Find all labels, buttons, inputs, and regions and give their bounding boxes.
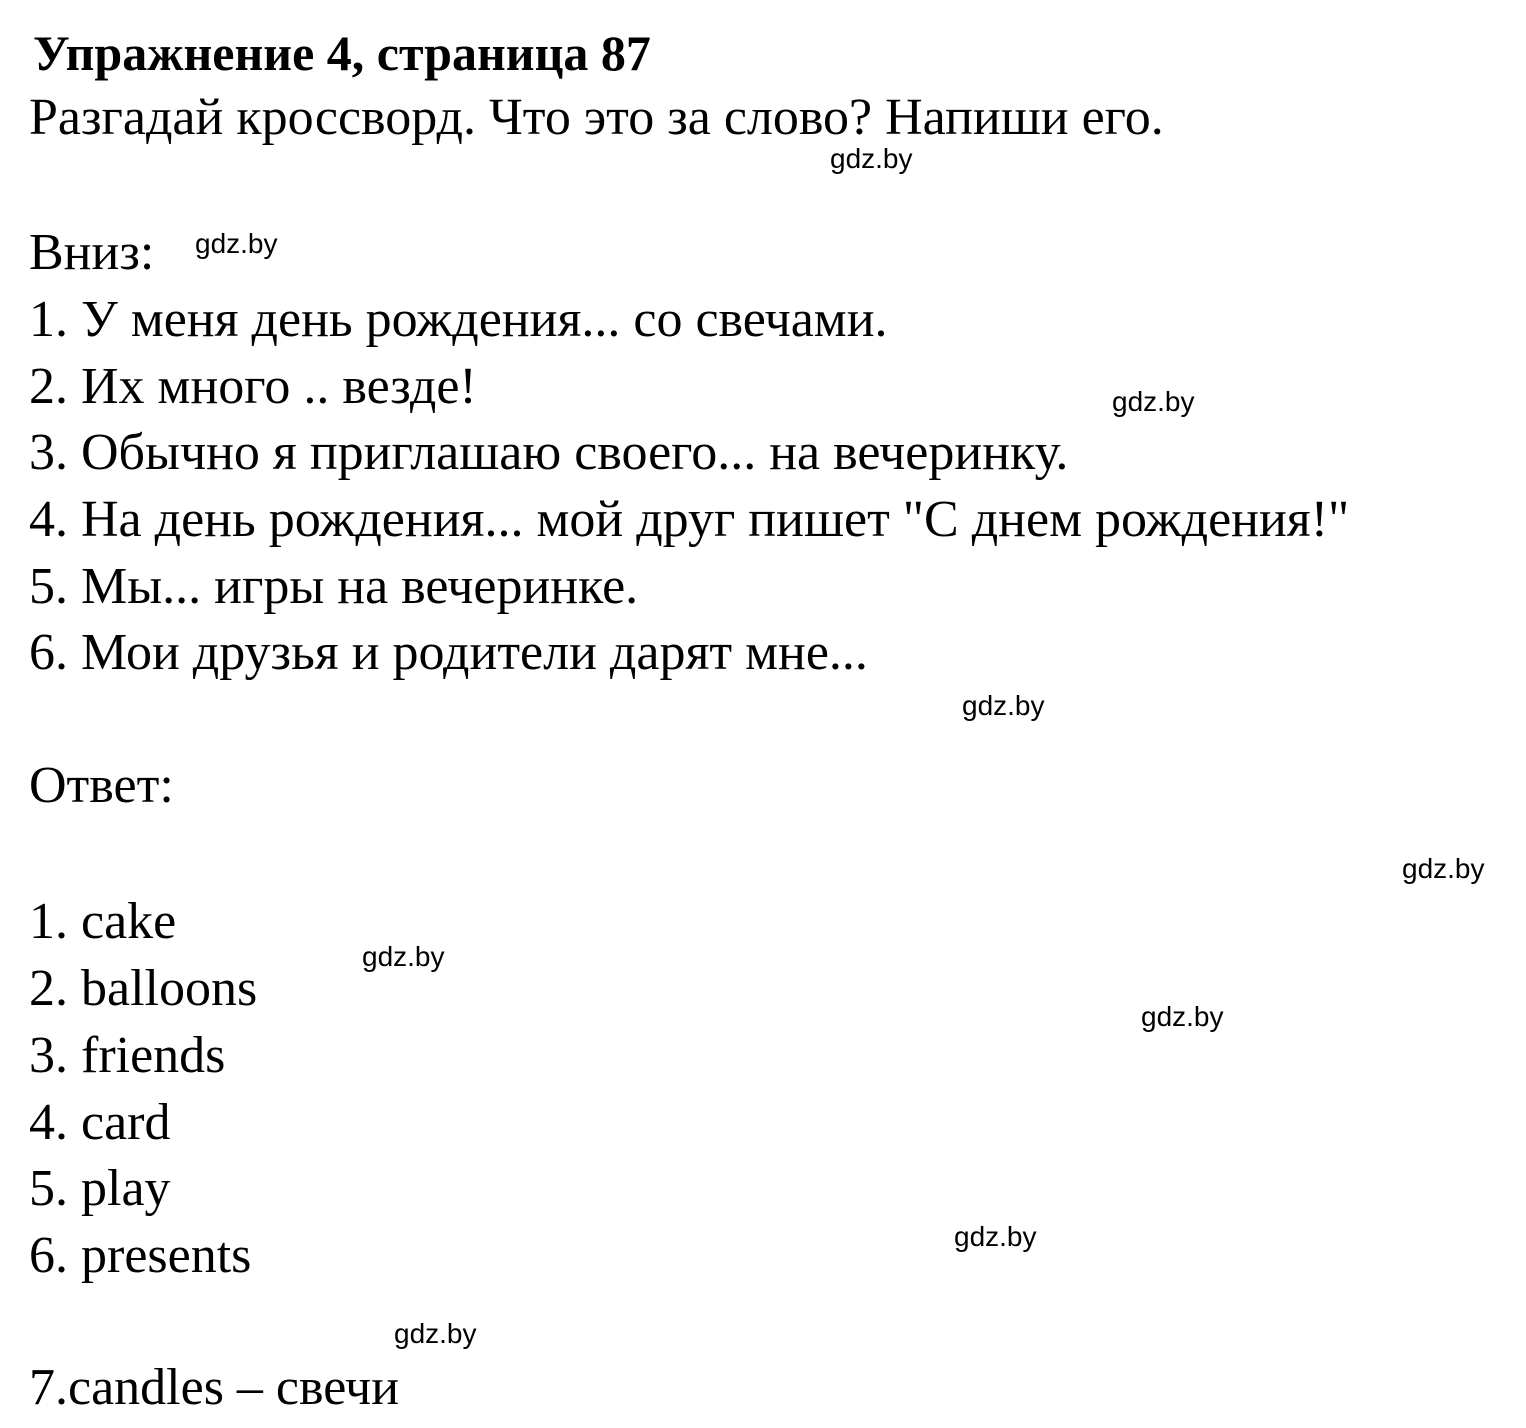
watermark: gdz.by: [962, 690, 1045, 721]
answer-4: 4. card: [29, 1094, 171, 1151]
exercise-title: Упражнение 4, страница 87: [33, 25, 651, 81]
watermark: gdz.by: [394, 1318, 477, 1349]
down-label: Вниз:: [29, 224, 155, 281]
watermark: gdz.by: [1141, 1001, 1224, 1032]
watermark: gdz.by: [830, 143, 913, 174]
final-answer: 7.candles – свечи: [29, 1359, 400, 1416]
clue-6: 6. Мои друзья и родители дарят мне...: [29, 624, 868, 681]
clue-4: 4. На день рождения... мой друг пишет "С днем рождения!": [29, 491, 1350, 548]
watermark: gdz.by: [362, 941, 445, 972]
watermark: gdz.by: [954, 1221, 1037, 1252]
instruction-text: Разгадай кроссворд. Что это за слово? Напиши его.: [29, 89, 1164, 146]
clue-5: 5. Мы... игры на вечеринке.: [29, 558, 639, 615]
answer-label: Ответ:: [29, 757, 174, 814]
answer-3: 3. friends: [29, 1027, 226, 1084]
answer-5: 5. play: [29, 1160, 171, 1217]
clue-3: 3. Обычно я приглашаю своего... на вечеринку.: [29, 424, 1069, 481]
clue-2: 2. Их много .. везде!: [29, 358, 477, 415]
watermark: gdz.by: [195, 228, 278, 259]
clue-1: 1. У меня день рождения... со свечами.: [29, 291, 888, 348]
answer-2: 2. balloons: [29, 960, 258, 1017]
answer-6: 6. presents: [29, 1227, 252, 1284]
answer-1: 1. cake: [29, 893, 177, 950]
watermark: gdz.by: [1112, 386, 1195, 417]
watermark: gdz.by: [1402, 853, 1485, 884]
